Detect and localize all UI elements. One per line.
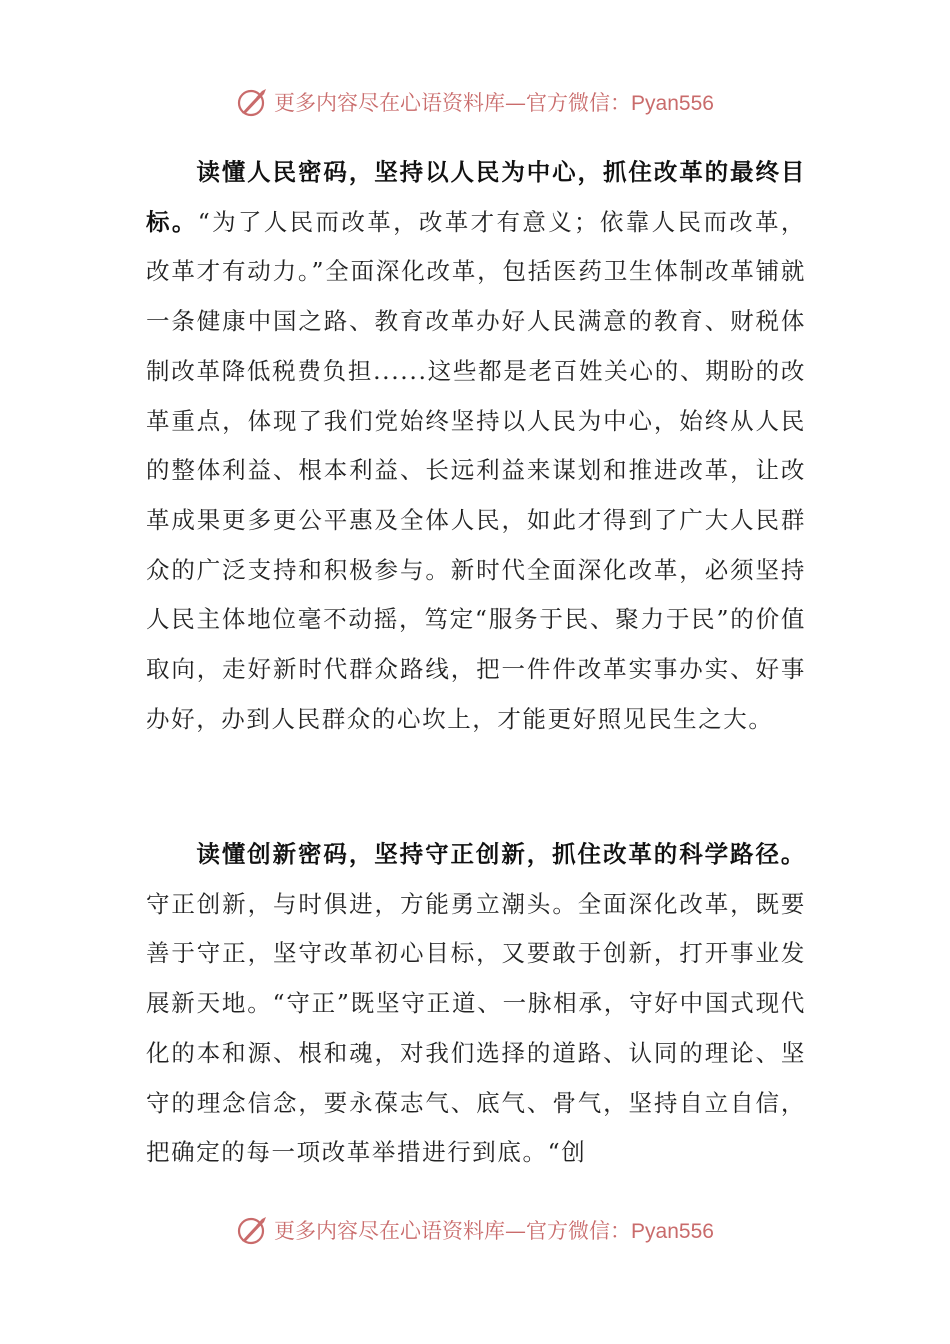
paragraph-1-lead: 读懂人民密码，坚持以人民为中心，抓住改革的最终目标。 bbox=[146, 158, 806, 236]
header-watermark bbox=[0, 80, 950, 124]
paragraph-1-body: “为了人民而改革，改革才有意义；依靠人民而改革，改革才有动力。”全面深化改革，包括医药卫生体制改革铺就一条健康中国之路、教育改革办好人民满意的教育、财税体制改革降低税费负担......这些都是老百姓关心的、期盼的改革重点，体现了我们党始终坚持以人民为中心，始终从人民的整体利益、根本利益、长远利益来谋划和推进改革，让改革成果更多更公平惠及全体人民，如此才得到了广大人民群众的广泛支持和积极参与。新时代全面深化改革，必须坚持人民主体地位毫不动摇，笃定“服务于民、聚力于民”的价值取向，走好新时代群众路线，把一件件改革实事办实、好事办好，办到人民群众的心坎上，才能更好照见民生之大。 bbox=[146, 207, 806, 733]
paragraph-2-lead: 读懂创新密码，坚持守正创新，抓住改革的科学路径。 bbox=[196, 840, 806, 868]
watermark-text: 更多内容尽在心语资料库—官方微信：Pyan556 bbox=[274, 1219, 714, 1243]
paragraph-2 bbox=[146, 830, 806, 1178]
quill-pen-circle-icon bbox=[236, 1213, 270, 1247]
watermark-text: 更多内容尽在心语资料库—官方微信：Pyan556 bbox=[274, 91, 714, 115]
paragraph-2-body: 守正创新，与时俱进，方能勇立潮头。全面深化改革，既要善于守正，坚守改革初心目标，又要敢于创新，打开事业发展新天地。“守正”既坚守正道、一脉相承，守好中国式现代化的本和源、根和魂，对我们选择的道路、认同的理论、坚守的理念信念，要永葆志气、底气、骨气，坚持自立自信，把确定的每一项改革举措进行到底。“创 bbox=[146, 889, 806, 1167]
paragraph-1 bbox=[146, 148, 806, 744]
quill-pen-circle-icon bbox=[236, 85, 270, 119]
footer-watermark bbox=[0, 1208, 950, 1252]
